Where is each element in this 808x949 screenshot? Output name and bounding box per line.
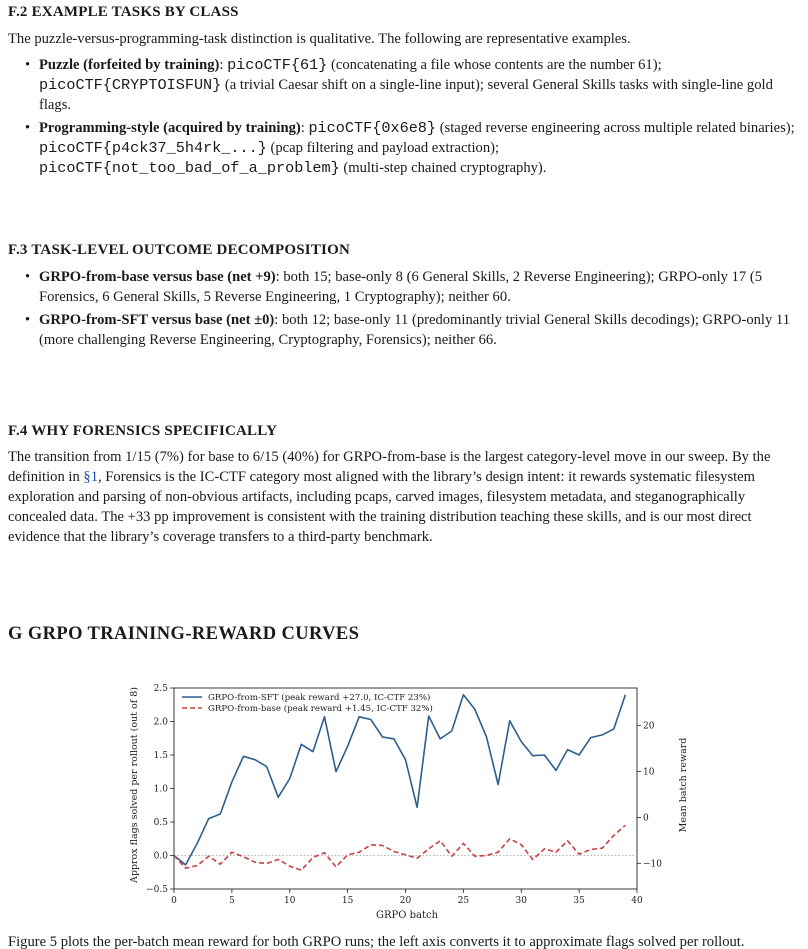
chart-legend [182,692,433,714]
y-left-tick-label: 1.0 [153,784,168,795]
chart-series-layer [174,695,625,871]
bullet-text: : both 12; base-only 11 (predominantly trivial General Skills decodings); GRPO-only 11 (more challenging Reverse Engineering, Cryptography, Forensics); neither 66. [39,312,790,348]
x-tick-label: 10 [284,896,296,906]
f4-paragraph [8,447,802,547]
bullet-label: Puzzle (forfeited by training) [39,57,220,73]
plot-frame [174,688,637,889]
f4-text: , Forensics is the IC-CTF category most aligned with the library’s design intent: it rewards systematic filesystem exploration and parsing of non-obvious artifacts, including pcaps, carved images, filesystem metadata, and steganographically concealed data. The +33 pp improvement is consistent with the training distribution teaching these skills, and is our most direct evidence that the library’s coverage transfers to a third-party benchmark. [8,469,756,545]
x-tick-label: 25 [457,896,470,906]
y-left-tick-label: 0.5 [153,818,168,828]
y-right-tick-label: 20 [643,721,655,732]
flag-code: picoCTF{p4ck37_5h4rk_...} [39,139,267,157]
chart-ticks [146,684,662,906]
y-left-tick-label: 1.5 [153,751,168,761]
x-tick-label: 30 [515,896,527,906]
reward-curves-chart [120,672,700,927]
series-line-grpo-from-sft [174,695,625,865]
f2-bullet-list [39,55,802,180]
x-axis-label: GRPO batch [375,910,439,921]
bullet-text: (multi-step chained cryptography). [339,160,547,176]
bullet-text: (concatenating a file whose contents are the number 61); [327,57,662,73]
f3-bullet-base [39,267,802,307]
legend-label: GRPO-from-base (peak reward +1.45, IC-CTF 32%) [208,704,433,714]
y-left-tick-label: −0.5 [146,885,168,895]
legend-label: GRPO-from-SFT (peak reward +27.0, IC-CTF 23%) [208,693,431,703]
x-tick-label: 15 [341,896,354,906]
bullet-text: (pcap filtering and payload extraction); [266,140,500,156]
bullet-text: (staged reverse engineering across multiple related binaries); [436,120,795,136]
f4-text: The transition from 1/15 (7%) for base to 6/15 (40%) for GRPO-from-base is the largest category-level move in our sweep. By the definition in [8,449,771,485]
flag-code: picoCTF{61} [227,56,328,74]
y-left-tick-label: 0.0 [153,851,168,862]
section-heading-g: G GRPO TRAINING-REWARD CURVES [8,624,360,644]
flag-code: picoCTF{CRYPTOISFUN} [39,76,222,94]
y-right-tick-label: −10 [643,859,662,870]
x-tick-label: 40 [631,896,643,906]
y-left-tick-label: 2.0 [153,717,168,728]
bullet-label: GRPO-from-SFT versus base (net ±0) [39,312,275,328]
x-tick-label: 35 [573,896,585,906]
bullet-label: GRPO-from-base versus base (net +9) [39,269,276,285]
y-left-tick-label: 2.5 [153,684,168,694]
section-heading-f4: F.4 WHY FORENSICS SPECIFICALLY [8,423,278,439]
section-heading-f3: F.3 TASK-LEVEL OUTCOME DECOMPOSITION [8,242,350,258]
x-tick-label: 0 [171,896,177,906]
f3-bullet-list [39,267,802,352]
cut-off-text: Figure 5 plots the per-batch mean reward for both GRPO runs; the left axis converts it to approximate flags solved per rollout. [8,934,745,949]
bullet-text: : both 15; base-only 8 (6 General Skills, 2 Reverse Engineering); GRPO-only 17 (5 Forensics, 6 General Skills, 5 Reverse Engineering, 1 Cryptography); neither 60. [39,269,763,305]
f2-intro: The puzzle-versus-programming-task distinction is qualitative. The following are representative examples. [8,31,631,47]
flag-code: picoCTF{not_too_bad_of_a_problem} [39,159,340,177]
flag-code: picoCTF{0x6e8} [308,119,437,137]
y-axis-label-left: Approx flags solved per rollout (out of 8) [129,686,140,884]
chart-frame [174,688,637,889]
cut-off-caption [8,932,802,949]
bullet-text: (a trivial Caesar shift on a single-line input); several General Skills tasks with single-line gold flags. [39,77,773,113]
x-tick-label: 5 [229,896,235,906]
section-heading-f2: F.2 EXAMPLE TASKS BY CLASS [8,4,239,20]
bullet-label: Programming-style (acquired by training) [39,120,301,136]
section-link[interactable]: §1 [83,469,98,485]
series-line-grpo-from-base [174,825,625,870]
y-right-tick-label: 10 [643,767,655,778]
f2-bullet-puzzle: • Puzzle (forfeited by training): picoCTF{61} (concatenating a file whose contents are the number 61); picoCTF{CRYPTOISFUN} (a trivial Caesar shift on a single-line input); several General Skills tasks with single-line gold flags. [39,55,802,115]
f2-bullet-programming: • Programming-style (acquired by training): picoCTF{0x6e8} (staged reverse engineering across multiple related binaries); picoCTF{p4ck37_5h4rk_...} (pcap filtering and payload extraction); picoCTF{not_too_bad_of_a_problem} (multi-step chained cryptography). [39,118,802,178]
f3-bullet-sft [39,310,802,350]
y-right-tick-label: 0 [643,813,649,824]
x-tick-label: 20 [399,896,412,906]
y-axis-label-right: Mean batch reward [678,737,689,833]
